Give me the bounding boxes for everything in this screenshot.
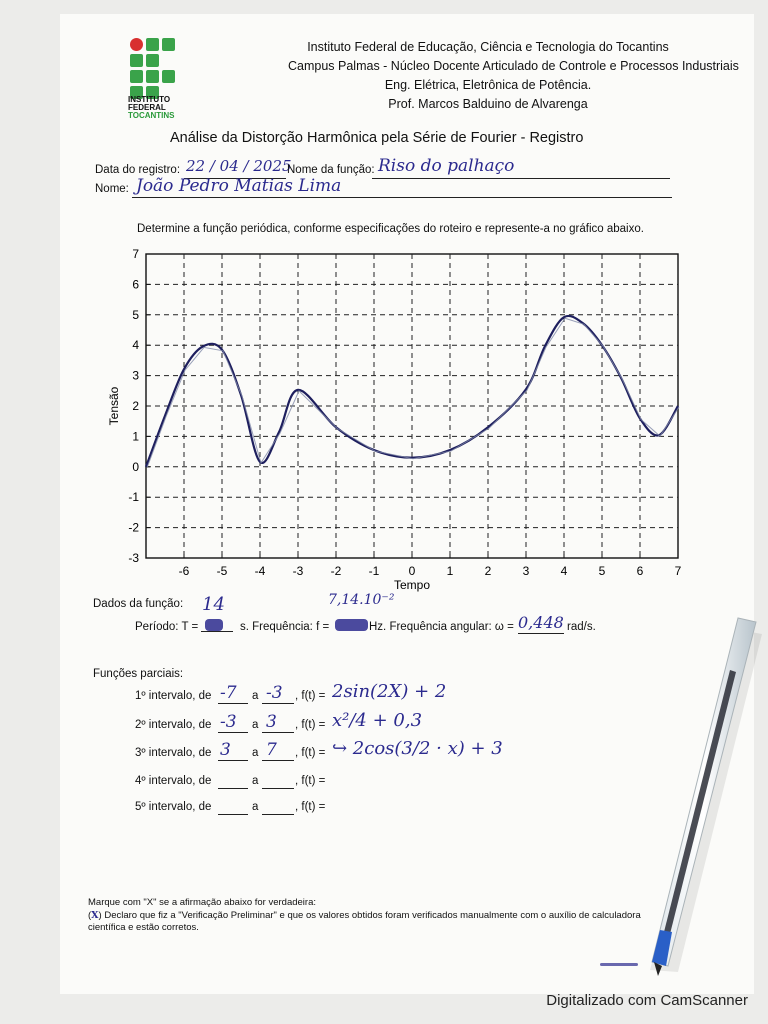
function-name-value[interactable]: Riso do palhaço: [378, 156, 515, 176]
x-tick-label: 1: [446, 564, 454, 578]
interval-label: 5º intervalo, de: [135, 801, 212, 813]
name-value[interactable]: João Pedro Matias Lima: [136, 176, 342, 196]
interval-a-label: a: [252, 801, 259, 813]
scribble-mark: [335, 619, 368, 631]
y-tick-label: 5: [132, 307, 139, 322]
x-tick-label: 0: [408, 564, 416, 578]
course-name: Eng. Elétrica, Eletrônica de Potência.: [384, 78, 592, 92]
declaration-line-1: (X) Declaro que fiz a "Verificação Preliminar" e que os valores obtidos foram verificados manualmente com o auxílio de calculadora: [88, 910, 641, 921]
angular-frequency-label: Hz. Frequência angular: ω =: [369, 621, 514, 633]
y-tick-label: 2: [132, 399, 139, 413]
interval-end[interactable]: 3: [266, 712, 277, 732]
x-tick-label: 7: [674, 564, 682, 578]
y-tick-label: 3: [132, 368, 139, 383]
interval-start[interactable]: -7: [220, 683, 237, 703]
document-header: [288, 38, 739, 114]
ink-mark: [600, 963, 638, 966]
date-label: Data do registro:: [95, 164, 181, 176]
professor-name: Prof. Marcos Balduino de Alvarenga: [388, 97, 588, 111]
y-tick-label: 0: [132, 459, 139, 474]
interval-a-label: a: [252, 775, 259, 787]
interval-f-label: , f(t) =: [295, 690, 326, 702]
date-value[interactable]: 22 / 04 / 2025: [186, 157, 292, 175]
frequency-value[interactable]: 7,14.10⁻²: [328, 592, 395, 608]
interval-a-label: a: [252, 747, 259, 759]
pen-image: [590, 590, 768, 980]
funcoes-label: Funções parciais:: [93, 668, 184, 680]
interval-label: 3º intervalo, de: [135, 747, 212, 759]
interval-start[interactable]: -3: [220, 712, 237, 732]
omega-unit: rad/s.: [567, 621, 596, 633]
x-tick-label: 4: [560, 564, 568, 578]
interval-f-label: , f(t) =: [295, 747, 326, 759]
campus-name: Campus Palmas - Núcleo Docente Articulado de Controle e Processos Industriais: [288, 59, 739, 73]
x-tick-label: -4: [254, 564, 266, 578]
y-tick-label: 7: [132, 247, 139, 261]
page-title: Análise da Distorção Harmônica pela Série de Fourier - Registro: [170, 130, 584, 146]
interval-label: 4º intervalo, de: [135, 775, 212, 787]
interval-a-label: a: [252, 690, 259, 702]
logo-text: INSTITUTO FEDERAL TOCANTINS: [128, 95, 175, 120]
y-tick-label: -2: [128, 520, 139, 535]
frequency-label: s. Frequência: f =: [240, 621, 330, 633]
interval-expression[interactable]: x²/4 + 0,3: [332, 710, 423, 731]
x-tick-label: 6: [636, 564, 644, 578]
interval-end[interactable]: 7: [266, 740, 277, 760]
y-axis-label: Tensão: [107, 386, 121, 426]
function-name-label: Nome da função:: [287, 164, 375, 176]
interval-label: 1º intervalo, de: [135, 690, 212, 702]
scribble-mark: [205, 619, 223, 631]
institution-name: Instituto Federal de Educação, Ciência e Tecnologia do Tocantins: [307, 40, 669, 54]
camscanner-footer: Digitalizado com CamScanner: [546, 992, 748, 1009]
y-tick-label: 4: [132, 338, 139, 353]
interval-end[interactable]: -3: [266, 683, 283, 703]
y-tick-label: 1: [132, 429, 139, 444]
declaration-check[interactable]: X: [91, 910, 99, 921]
declaration-line-2: científica e estão corretos.: [88, 922, 199, 933]
declaration-prompt: Marque com "X" se a afirmação abaixo for verdadeira:: [88, 897, 316, 908]
y-tick-label: -3: [128, 551, 139, 565]
interval-expression[interactable]: ↪ 2cos(3/2 · x) + 3: [332, 738, 503, 759]
x-tick-label: -6: [178, 564, 190, 578]
interval-start[interactable]: 3: [220, 740, 231, 760]
interval-label: 2º intervalo, de: [135, 719, 212, 731]
y-tick-label: -1: [128, 490, 139, 505]
interval-f-label: , f(t) =: [295, 719, 326, 731]
interval-f-label: , f(t) =: [295, 775, 326, 787]
x-tick-label: 2: [484, 564, 492, 578]
waveform-chart: [100, 240, 700, 600]
interval-a-label: a: [252, 719, 259, 731]
x-tick-label: -2: [330, 564, 342, 578]
period-value[interactable]: 14: [202, 594, 225, 615]
interval-f-label: , f(t) =: [295, 801, 326, 813]
y-tick-label: 6: [132, 277, 139, 292]
name-label: Nome:: [95, 183, 129, 195]
instruction-text: Determine a função periódica, conforme especificações do roteiro e represente-a no gráfico abaixo.: [137, 223, 644, 235]
x-tick-label: -1: [368, 564, 380, 578]
interval-expression[interactable]: 2sin(2X) + 2: [332, 681, 447, 702]
dados-label: Dados da função:: [93, 598, 184, 610]
omega-value[interactable]: 0,448: [518, 613, 564, 632]
x-tick-label: -3: [292, 564, 304, 578]
period-label: Período: T =: [135, 621, 199, 633]
x-tick-label: 5: [598, 564, 606, 578]
x-tick-label: -5: [216, 564, 228, 578]
x-axis-label: Tempo: [393, 578, 431, 592]
x-tick-label: 3: [522, 564, 530, 578]
